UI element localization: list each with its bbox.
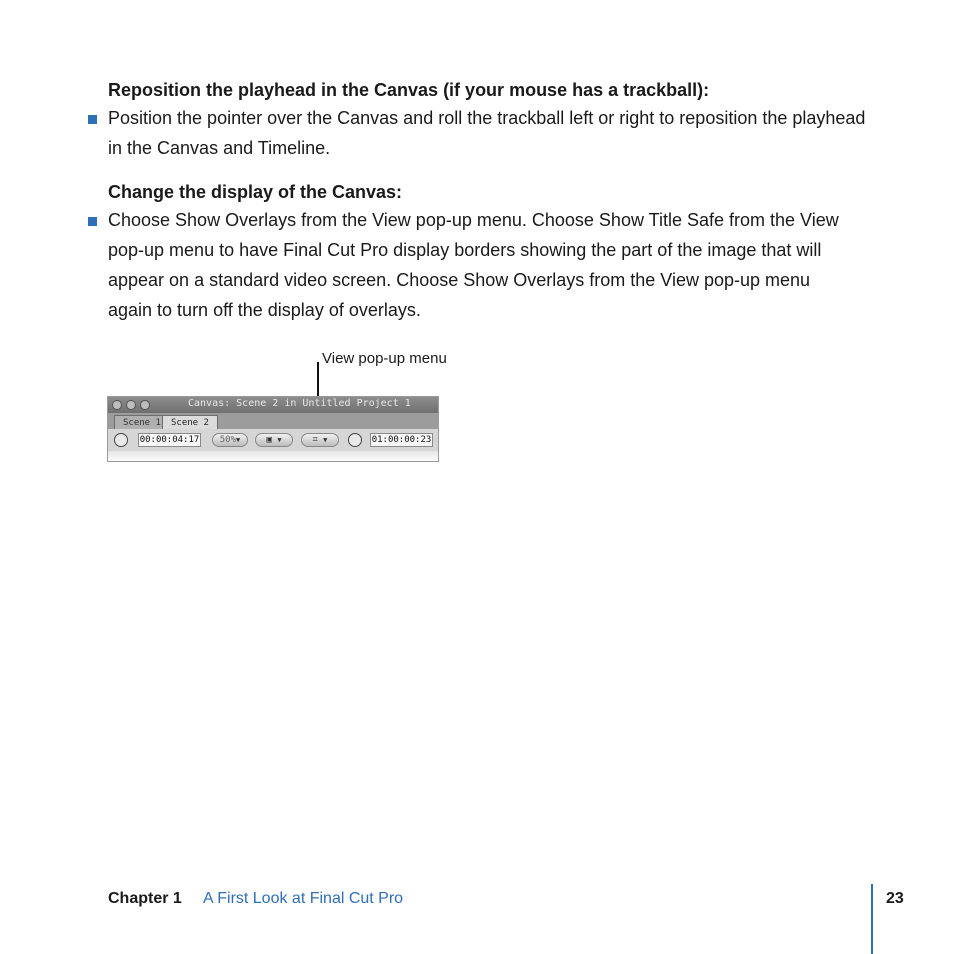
zoom-value: 50% [219,435,237,445]
tab-scene-1[interactable]: Scene 1 [114,415,170,429]
view-popup-menu[interactable] [301,433,339,447]
chevron-down-icon: ▼ [323,436,328,444]
tab-scene-2[interactable]: Scene 2 [162,415,218,429]
footer-chapter-title: A First Look at Final Cut Pro [203,890,404,907]
window-titlebar [108,397,438,413]
minimize-window-icon[interactable] [126,400,136,410]
bullet-text: Choose Show Overlays from the View pop-up menu. Choose Show Title Safe from the View pop-up menu to have Final Cut Pro display borders showing the part of the image that will appear on a standard video screen. Choose Show Overlays from the View pop-up menu again to turn off the display of overlays. [108,210,839,320]
window-bottom-edge [108,451,438,462]
zoom-window-icon[interactable] [140,400,150,410]
chevron-down-icon: ▼ [236,436,241,444]
footer-divider [871,884,873,954]
overlay-frame-icon: ⌗ [312,435,318,445]
duration-timecode-field[interactable]: 00:00:04:17 [139,435,200,445]
current-timecode-field[interactable]: 01:00:00:23 [371,435,432,445]
window-title: Canvas: Scene 2 in Untitled Project 1 [188,398,411,409]
canvas-toolbar [108,429,438,451]
page-number: 23 [886,890,904,907]
bullet-square-icon [88,217,97,226]
callout-label: View pop-up menu [322,350,447,367]
footer-chapter-label: Chapter 1 [108,890,182,907]
zoom-popup[interactable] [212,433,248,447]
section-heading-reposition: Reposition the playhead in the Canvas (if your mouse has a trackball): [108,80,710,100]
jog-dial-icon[interactable] [348,433,362,447]
tab-row [108,413,438,429]
close-window-icon[interactable] [112,400,122,410]
view-mode-icon: ▣ [266,435,272,445]
chevron-down-icon: ▼ [277,436,282,444]
section-heading-display: Change the display of the Canvas: [108,182,403,202]
bullet-square-icon [88,115,97,124]
bullet-text: Position the pointer over the Canvas and roll the trackball left or right to reposition the playhead in the Canvas and Timeline. [108,108,866,158]
view-mode-popup[interactable] [255,433,293,447]
canvas-window [107,396,439,462]
shuttle-dial-icon[interactable] [114,433,128,447]
